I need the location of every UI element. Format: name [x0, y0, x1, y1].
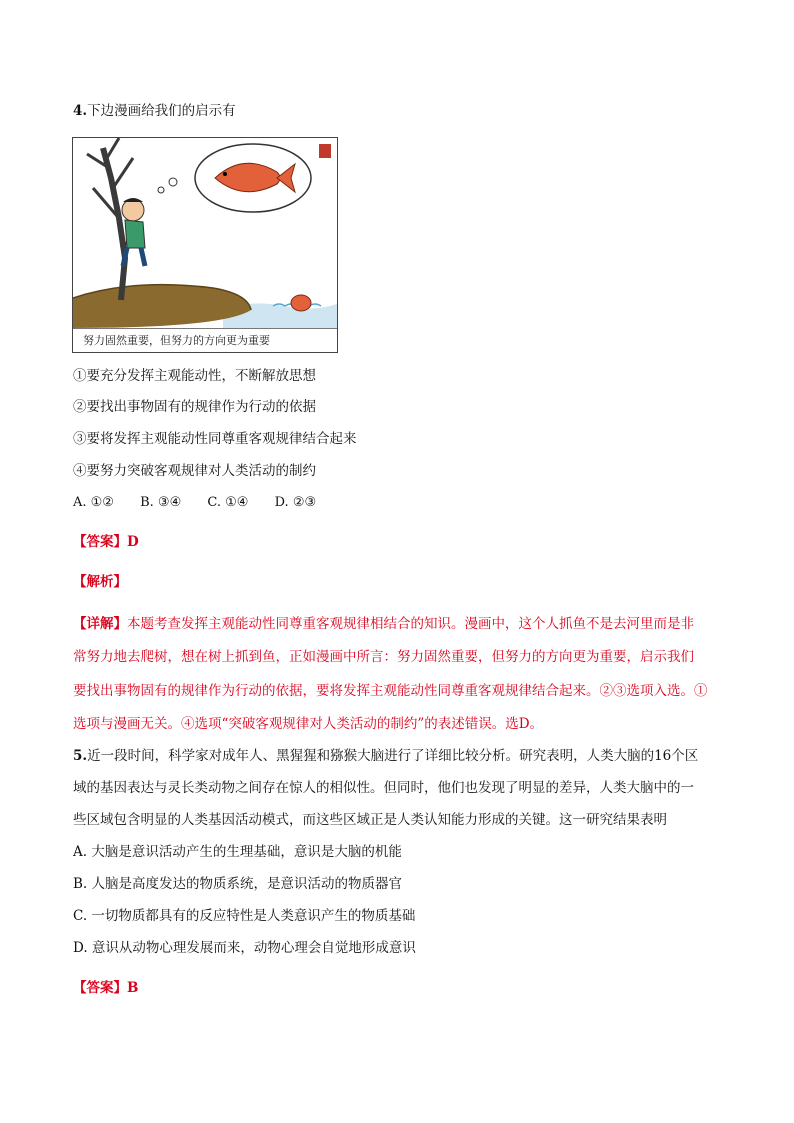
- q5-option-b: B. 人脑是高度发达的物质系统，是意识活动的物质器官: [73, 876, 403, 892]
- q4-number: 4.: [73, 103, 88, 119]
- q4-options: [73, 493, 338, 513]
- q4-statement-1: ①要充分发挥主观能动性，不断解放思想: [73, 368, 316, 384]
- q4-statement-3: ③要将发挥主观能动性同尊重客观规律结合起来: [73, 431, 357, 447]
- q5-answer-label: 【答案】: [73, 980, 127, 996]
- cartoon-caption: 努力固然重要，但努力的方向更为重要: [73, 328, 337, 352]
- detail-label: 【详解】: [73, 616, 127, 632]
- q5-option-c: C. 一切物质都具有的反应特性是人类意识产生的物质基础: [73, 908, 416, 924]
- q4-stem-text: 下边漫画给我们的启示有: [87, 103, 236, 119]
- q4-answer: [73, 532, 139, 552]
- q5-stem-line-2: 域的基因表达与灵长类动物之间存在惊人的相似性。但同时，他们也发现了明显的差异，人类大脑中的一: [73, 780, 694, 796]
- q4-answer-value: D: [127, 534, 139, 550]
- q4-statement-4: ④要努力突破客观规律对人类活动的制约: [73, 463, 316, 479]
- q4-option-b: B. ③④: [140, 495, 182, 510]
- q5-option-d: D. 意识从动物心理发展而来，动物心理会自觉地形成意识: [73, 940, 416, 956]
- q4-option-c: C. ①④: [207, 495, 249, 510]
- q4-analysis-label: [73, 572, 127, 592]
- q5-answer-value: B: [127, 980, 139, 996]
- q4-option-d: D. ②③: [274, 495, 317, 510]
- q5-stem-text-1: 近一段时间，科学家对成年人、黑猩猩和猕猴大脑进行了详细比较分析。研究表明，人类大脑的16个区: [87, 748, 699, 764]
- q4-detail-line-2: 常努力地去爬树，想在树上抓到鱼，正如漫画中所言：努力固然重要，但努力的方向更为重要，启示我们: [73, 649, 694, 665]
- q5-option-a: A. 大脑是意识活动产生的生理基础，意识是大脑的机能: [73, 844, 402, 860]
- q5-number: 5.: [73, 748, 88, 764]
- q4-stem: [73, 101, 236, 121]
- q4-detail-line-3: 要找出事物固有的规律作为行动的依据，要将发挥主观能动性同尊重客观规律结合起来。②③选项入选。①: [73, 683, 708, 699]
- q4-option-a: A. ①②: [73, 495, 114, 510]
- detail-text-1: 本题考查发挥主观能动性同尊重客观规律相结合的知识。漫画中，这个人抓鱼不是去河里而是非: [127, 616, 694, 632]
- cartoon-image: [72, 137, 338, 353]
- cartoon-illustration: [73, 138, 337, 328]
- q4-detail-line-1: [73, 614, 694, 634]
- analysis-label-text: 【解析】: [73, 574, 127, 590]
- q4-detail-line-4: 选项与漫画无关。④选项“突破客观规律对人类活动的制约”的表述错误。选D。: [73, 716, 544, 732]
- q4-answer-label: 【答案】: [73, 534, 127, 550]
- q5-stem-line-3: 些区域包含明显的人类基因活动模式，而这些区域正是人类认知能力形成的关键。这一研究结果表明: [73, 812, 667, 828]
- q5-answer: [73, 978, 138, 998]
- q4-statement-2: ②要找出事物固有的规律作为行动的依据: [73, 399, 316, 415]
- q5-stem-line-1: [73, 746, 698, 766]
